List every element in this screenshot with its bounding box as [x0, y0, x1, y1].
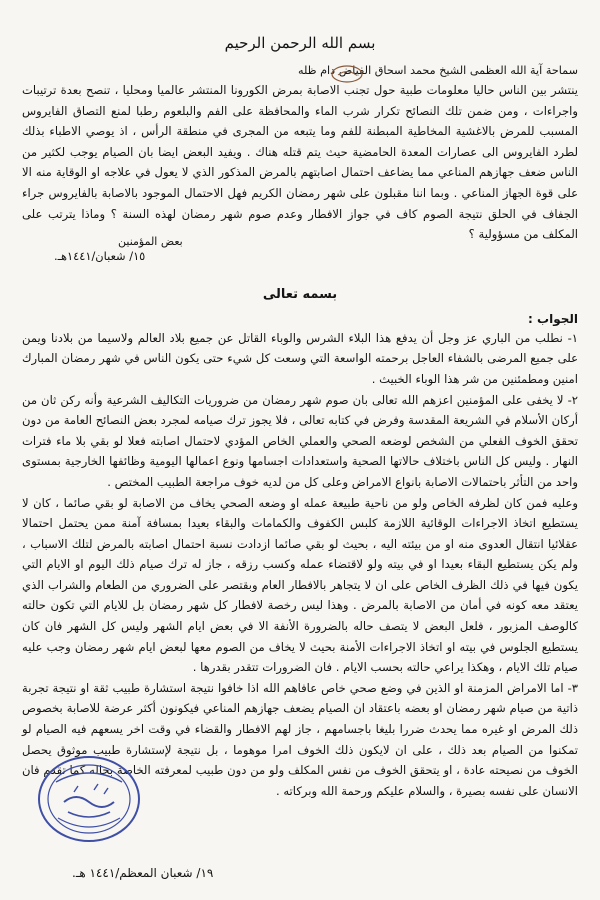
official-seal-icon [34, 752, 144, 847]
addressee-line: سماحة آية الله العظمى الشيخ محمد اسحاق الفياض دام ظله [297, 64, 578, 77]
answer-paragraph-1: ١- نطلب من الباري عز وجل أن يدفع هذا البلاء الشرس والوباء القاتل عن جميع بلاد العالم ولاسيما من بلادنا ويمن على جميع المرضى بالشفاء العاجل برحمته الواسعة التي وسعت كل شيء حتى يكون الناس في شهر رمضان المبارك امنين ومطمئنين من شر هذا الوباء الخبيث . [22, 330, 578, 386]
answer-date: ١٩/ شعبان المعظم/١٤٤١ هـ. [72, 866, 214, 880]
question-signer: بعض المؤمنين [118, 234, 183, 248]
answer-label: الجواب : [528, 311, 578, 326]
question-date: ١٥/ شعبان/١٤٤١هـ. [54, 248, 146, 263]
small-seal-icon [330, 64, 364, 84]
basmala-heading: بسم الله الرحمن الرحيم [224, 34, 376, 52]
question-text: ينتشر بين الناس حاليا معلومات طبية حول تجنب الاصابة بمرض الكورونا المنتشر عالميا ومحليا ، تنصح بعدة ترتيبات واجراءات ، ومن ضمن تلك النصائح تكرار شرب الماء والمحافظة على الفم والبلعوم رطبا لمنع التصاق الفايروس المسبب للمرض بالاغشية المخاطية المبطنة للفم وما يتبعه من المجرى في منطقة الرأس ، اذ يوصي الاطباء بذلك لطرد الفايروس الى عصارات المعدة الحامضية حيث يتم قتله هناك . ويفيد البعض ايضا بان الصيام يوجب لكثير من الناس ضعف جهازهم المناعي مما يضاعف احتمال اصابتهم بالمرض المذكور الذي لا يعول في علاجه او الوقاية منه الا على قوة الجهاز المناعي . وبما اننا مقبلون على شهر رمضان الكريم فهل الاحتمال الموجود بالاصابة بالفايروس جراء الجفاف في الحلق نتيجة الصوم كاف في جواز الافطار وعدم صوم شهر رمضان لهذه السنة ؟ وماذا يترتب على المكلف من مسؤولية ؟ [22, 83, 578, 242]
question-footer [22, 234, 578, 269]
answer-title: بسمه تعالى [262, 286, 338, 302]
answer-paragraph-3: وعليه فمن كان لظرفه الخاص ولو من ناحية طبيعة عمله او وضعه الصحي يخاف من الاصابة لو بقي صائما ، كان لا يستطيع اتخاذ الاجراءات الوقائية اللازمة كلبس الكفوف والكمامات والبقاء بعيدا بمسافة آمنة ممن يحتمل احتمالا عقلائيا انتقال العدوى منه او من بيئته اليه ، بحيث لو بقي صائما ازدادت نسبة احتمال اصابته بالمرض لتلك الاسباب ، ولم يكن يستطيع البقاء بعيدا او في بيته ولو لاقتضاء عمله وكسب رزقه ، جاز له ترك صيام ذلك اليوم او الايام التي يكون فيها في ذلك الظرف الخاص على ان لا يتجاهر بالافطار العام وبقتصر على الضروري من الطعام والشراب الذي يعتقد معه كونه في أمان من الاصابة بالمرض . وهذا ليس رخصة لافطار كل شهر رمضان بل للايام التي تكون حالته كالوصف المزبور ، فلعل البعض لا يتصف حاله بالضرورة الأنفة الا في بعض ايام الشهر وليس كل الشهر فان كان يستطيع الجلوس في بيته او اتخاذ الاجراءات الأمنة بحيث لا يخاف من الصوم معها لبعض ايام شهر رمضان وجب عليه صيام تلك الايام ، وهكذا يراعي حالته بحسب الايام . فان الضرورات تتقدر بقدرها . [22, 495, 578, 675]
answer-paragraph-4: ٣- اما الامراض المزمنة او الذين في وضع صحي خاص عافاهم الله اذا خافوا نتيجة استشارة طبيب ثقة او نتيجة تجربة ذاتية من صيام شهر رمضان او بعضه باعتقاد ان الصيام يضعف جهازهم المناعي فيكونون أكثر عرضة للاصابة بخصوص ذلك المرض او غيره مما يحدث ضررا بليغا باجسامهم ، جاز لهم الافطار والقضاء في وقت اخر يسعهم فيه الصيام لو تمكنوا من الصيام بعد ذلك ، على ان لايكون ذلك الخوف امرا موهوما ، بل نتيجة لإستشارة طبيب موثوق يحصل الخوف من نصيحته عادة ، او يتحقق الخوف من نفس المكلف ولو من دون طبيب لمعرفته الخاصة بحاله كما تقدم فان الانسان على نفسه بصيرة ، والسلام عليكم ورحمة الله وبركاته . [22, 680, 578, 798]
answer-paragraph-2: ٢- لا يخفى على المؤمنين اعزهم الله تعالى بان صوم شهر رمضان من ضروريات التكاليف الشرعية وأنه ركن ثان من أركان الأسلام في الشريعة المقدسة وفرض في كتابه تعالى ، فلا يجوز ترك صيامه لمجرد بعض النصائح العامة من دون تحقق الخوف الفعلي من الشخص لوضعه الصحي والعملي الخاص المؤدي لاحتمال اصابته فعلا لو بقي بلا ماء فترات النهار . وليس كل الناس باختلاف حالاتها الصحية واستعدادات اجسامها ونوع اعمالها اليومية وظائفها الخارجية بمستوى واحد من التأثر باحتمالات الاصابة بانواع الامراض وعلى كل من لديه خوف مراجعة الطبيب المختص . [22, 392, 578, 489]
